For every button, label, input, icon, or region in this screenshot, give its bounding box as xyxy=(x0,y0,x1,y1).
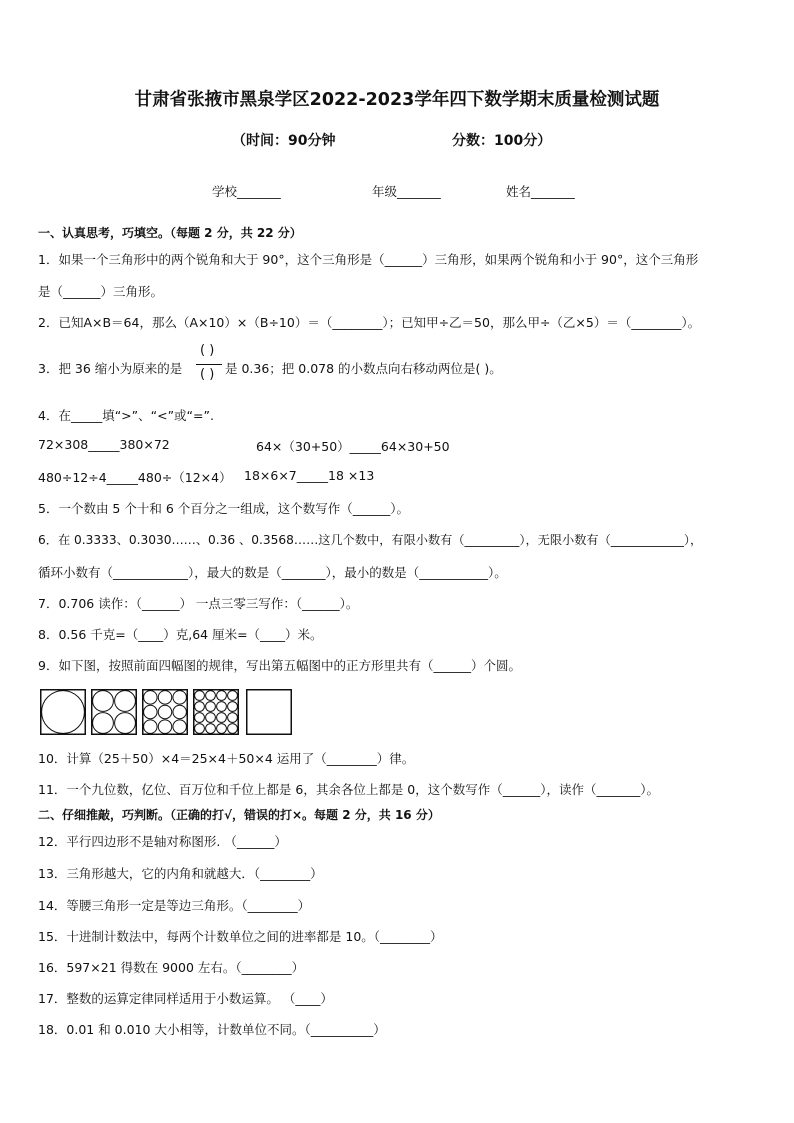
grade-field: 年级_______ xyxy=(372,184,441,199)
question-6-line2: 循环小数有（____________），最大的数是（_______），最小的数是（___________）。 xyxy=(38,565,507,580)
question-11: 11．一个九位数，亿位、百万位和千位上都是 6，其余各位上都是 0，这个数写作（______），读作（_______）。 xyxy=(38,782,660,797)
pattern-circle xyxy=(173,705,186,718)
question-4-b: 64×（30+50）_____64×30+50 xyxy=(256,439,450,454)
pattern-circle xyxy=(144,705,157,718)
question-2: 2．已知A×B＝64，那么（A×10）×（B÷10）＝（________）；已知甲÷乙＝50，那么甲÷（乙×5）＝（________）。 xyxy=(38,315,701,330)
pattern-circle xyxy=(173,691,186,704)
pattern-circle xyxy=(195,724,205,734)
question-3-suffix: 是 0.36；把 0.078 的小数点向右移动两位是( )。 xyxy=(225,361,502,376)
square-outline xyxy=(247,690,292,735)
question-4-c: 480÷12÷4_____480÷（12×4） xyxy=(38,470,232,485)
pattern-svg xyxy=(40,689,86,735)
question-3-prefix: 3．把 36 缩小为原来的是 xyxy=(38,361,183,376)
pattern-circle xyxy=(228,724,238,734)
square-outline xyxy=(41,690,86,735)
question-4-heading: 4．在_____填“>”、“<”或“=”. xyxy=(38,408,214,423)
pattern-circle xyxy=(206,702,216,712)
question-5: 5．一个数由 5 个十和 6 个百分之一组成，这个数写作（______）。 xyxy=(38,501,410,516)
pattern-circle xyxy=(228,691,238,701)
question-1-line2: 是（______）三角形。 xyxy=(38,284,164,299)
question-16: 16．597×21 得数在 9000 左右。（________） xyxy=(38,960,305,975)
time-label: （时间：90分钟 xyxy=(232,133,336,149)
pattern-svg xyxy=(246,689,292,735)
pattern-square-2 xyxy=(91,689,137,735)
pattern-circle xyxy=(217,713,227,723)
fraction-bar xyxy=(196,364,222,365)
question-12: 12．平行四边形不是轴对称图形. （______） xyxy=(38,834,287,849)
question-8: 8．0.56 千克=（____）克,64 厘米=（____）米。 xyxy=(38,627,323,642)
square-outline xyxy=(194,690,239,735)
name-field: 姓名_______ xyxy=(506,184,575,199)
pattern-circle xyxy=(217,691,227,701)
pattern-square-1 xyxy=(40,689,86,735)
pattern-circle xyxy=(217,724,227,734)
pattern-square-5-empty xyxy=(246,689,292,735)
pattern-circle xyxy=(93,691,114,712)
section2-heading: 二、仔细推敲，巧判断。（正确的打√，错误的打×。每题 2 分，共 16 分） xyxy=(38,808,440,822)
pattern-circle xyxy=(42,691,85,734)
pattern-square-3 xyxy=(142,689,188,735)
pattern-circle xyxy=(115,691,136,712)
question-15: 15．十进制计数法中，每两个计数单位之间的进率都是 10。（________） xyxy=(38,929,443,944)
exam-title: 甘肃省张掖市黑泉学区2022-2023学年四下数学期末质量检测试题 xyxy=(134,90,660,110)
pattern-circle xyxy=(158,691,171,704)
square-outline xyxy=(92,690,137,735)
question-6-line1: 6．在 0.3333、0.3030……、0.36 、0.3568……这几个数中，有限小数有（_________），无限小数有（____________）， xyxy=(38,533,703,547)
pattern-circle xyxy=(206,713,216,723)
question-14: 14．等腰三角形一定是等边三角形。（________） xyxy=(38,898,311,913)
question-4-d: 18×6×7_____18 ×13 xyxy=(244,468,375,483)
question-9: 9．如下图，按照前面四幅图的规律，写出第五幅图中的正方形里共有（______）个圆。 xyxy=(38,658,521,673)
pattern-circle xyxy=(206,724,216,734)
pattern-circle xyxy=(158,720,171,733)
question-7: 7．0.706 读作：（______） 一点三零三写作：（______）。 xyxy=(38,596,359,611)
question-1-line1: 1．如果一个三角形中的两个锐角和大于 90°，这个三角形是（______）三角形，如果两个锐角和小于 90°，这个三角形 xyxy=(38,252,699,267)
pattern-circle xyxy=(195,713,205,723)
square-outline xyxy=(143,690,188,735)
question-10: 10．计算（25＋50）×4＝25×4＋50×4 运用了（________）律。 xyxy=(38,751,415,766)
pattern-circle xyxy=(217,702,227,712)
pattern-circle xyxy=(93,713,114,734)
pattern-circle xyxy=(144,720,157,733)
section1-heading: 一、认真思考，巧填空。（每题 2 分，共 22 分） xyxy=(38,226,302,240)
pattern-circle xyxy=(195,691,205,701)
question-4-a: 72×308_____380×72 xyxy=(38,437,170,452)
question-3-fraction xyxy=(196,343,222,387)
pattern-svg xyxy=(91,689,137,735)
pattern-circle xyxy=(228,713,238,723)
question-18: 18．0.01 和 0.010 大小相等，计数单位不同。（__________） xyxy=(38,1022,386,1037)
pattern-circle xyxy=(228,702,238,712)
pattern-circle xyxy=(158,705,171,718)
pattern-svg xyxy=(193,689,239,735)
question-13: 13．三角形越大，它的内角和就越大．（________） xyxy=(38,866,323,881)
pattern-square-4 xyxy=(193,689,239,735)
pattern-circle xyxy=(206,691,216,701)
pattern-circle xyxy=(195,702,205,712)
question-17: 17．整数的运算定律同样适用于小数运算。 （____） xyxy=(38,991,333,1006)
school-field: 学校_______ xyxy=(212,184,281,199)
pattern-circle xyxy=(173,720,186,733)
pattern-circle xyxy=(115,713,136,734)
fraction-numerator: ( ) xyxy=(200,343,215,358)
fraction-denominator: ( ) xyxy=(200,367,215,382)
pattern-circle xyxy=(144,691,157,704)
score-label: 分数：100分） xyxy=(452,133,552,149)
pattern-svg xyxy=(142,689,188,735)
